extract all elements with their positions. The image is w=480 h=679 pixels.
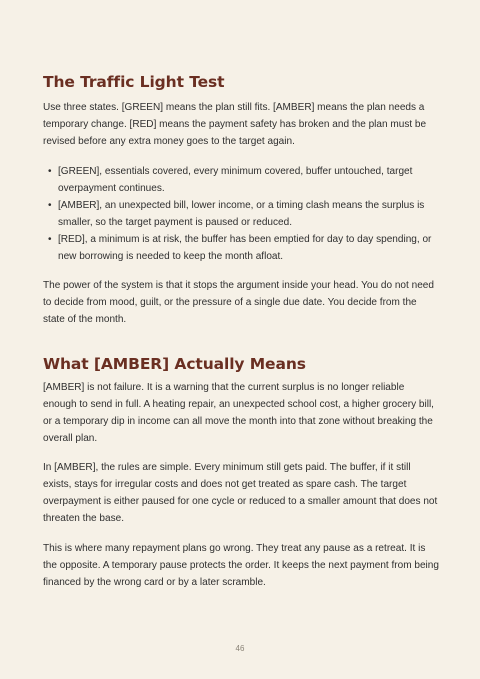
section-heading-traffic-light: The Traffic Light Test xyxy=(43,73,225,91)
page-number: 46 xyxy=(235,644,245,653)
bullet-icon: • xyxy=(48,166,52,177)
list-item-amber xyxy=(43,197,439,231)
amber-paragraph-2: In [AMBER], the rules are simple. Every minimum still gets paid. The buffer, if it still exists, stays for irregular costs and does not get treated as spare cash. The target overpayment is either paused for one cycle or reduced to a smaller amount that does not threaten the base. xyxy=(43,462,438,524)
bullet-icon: • xyxy=(48,200,52,211)
amber-paragraph-3: This is where many repayment plans go wrong. They treat any pause as a retreat. It is the opposite. A temporary pause protects the order. It keeps the next payment from being financed by the wrong card or by a later scramble. xyxy=(43,543,439,588)
list-item-text: [GREEN], essentials covered, every minimum covered, buffer untouched, target overpayment continues. xyxy=(58,166,413,194)
page-content xyxy=(43,66,439,591)
list-item-text: [AMBER], an unexpected bill, lower income, or a timing clash means the surplus is smaller, so the target payment is paused or reduced. xyxy=(58,200,425,228)
traffic-light-list xyxy=(43,163,439,265)
closing-paragraph: The power of the system is that it stops the argument inside your head. You do not need to decide from mood, guilt, or the pressure of a single due date. You decide from the state of the month. xyxy=(43,280,434,325)
section-heading-amber: What [AMBER] Actually Means xyxy=(43,355,306,373)
intro-paragraph: Use three states. [GREEN] means the plan still fits. [AMBER] means the plan needs a temporary change. [RED] means the payment safety has broken and the plan must be revised before any extra money goes to the target again. xyxy=(43,102,427,147)
list-item-red xyxy=(43,231,439,265)
list-item-green xyxy=(43,163,439,197)
amber-paragraph-1: [AMBER] is not failure. It is a warning that the current surplus is no longer reliable enough to send in full. A heating repair, an unexpected school cost, a higher grocery bill, or a temporary dip in income can all move the month into that zone without breaking the overall plan. xyxy=(43,382,434,444)
list-item-text: [RED], a minimum is at risk, the buffer has been emptied for day to day spending, or new borrowing is needed to keep the month afloat. xyxy=(58,234,432,262)
bullet-icon: • xyxy=(48,234,52,245)
